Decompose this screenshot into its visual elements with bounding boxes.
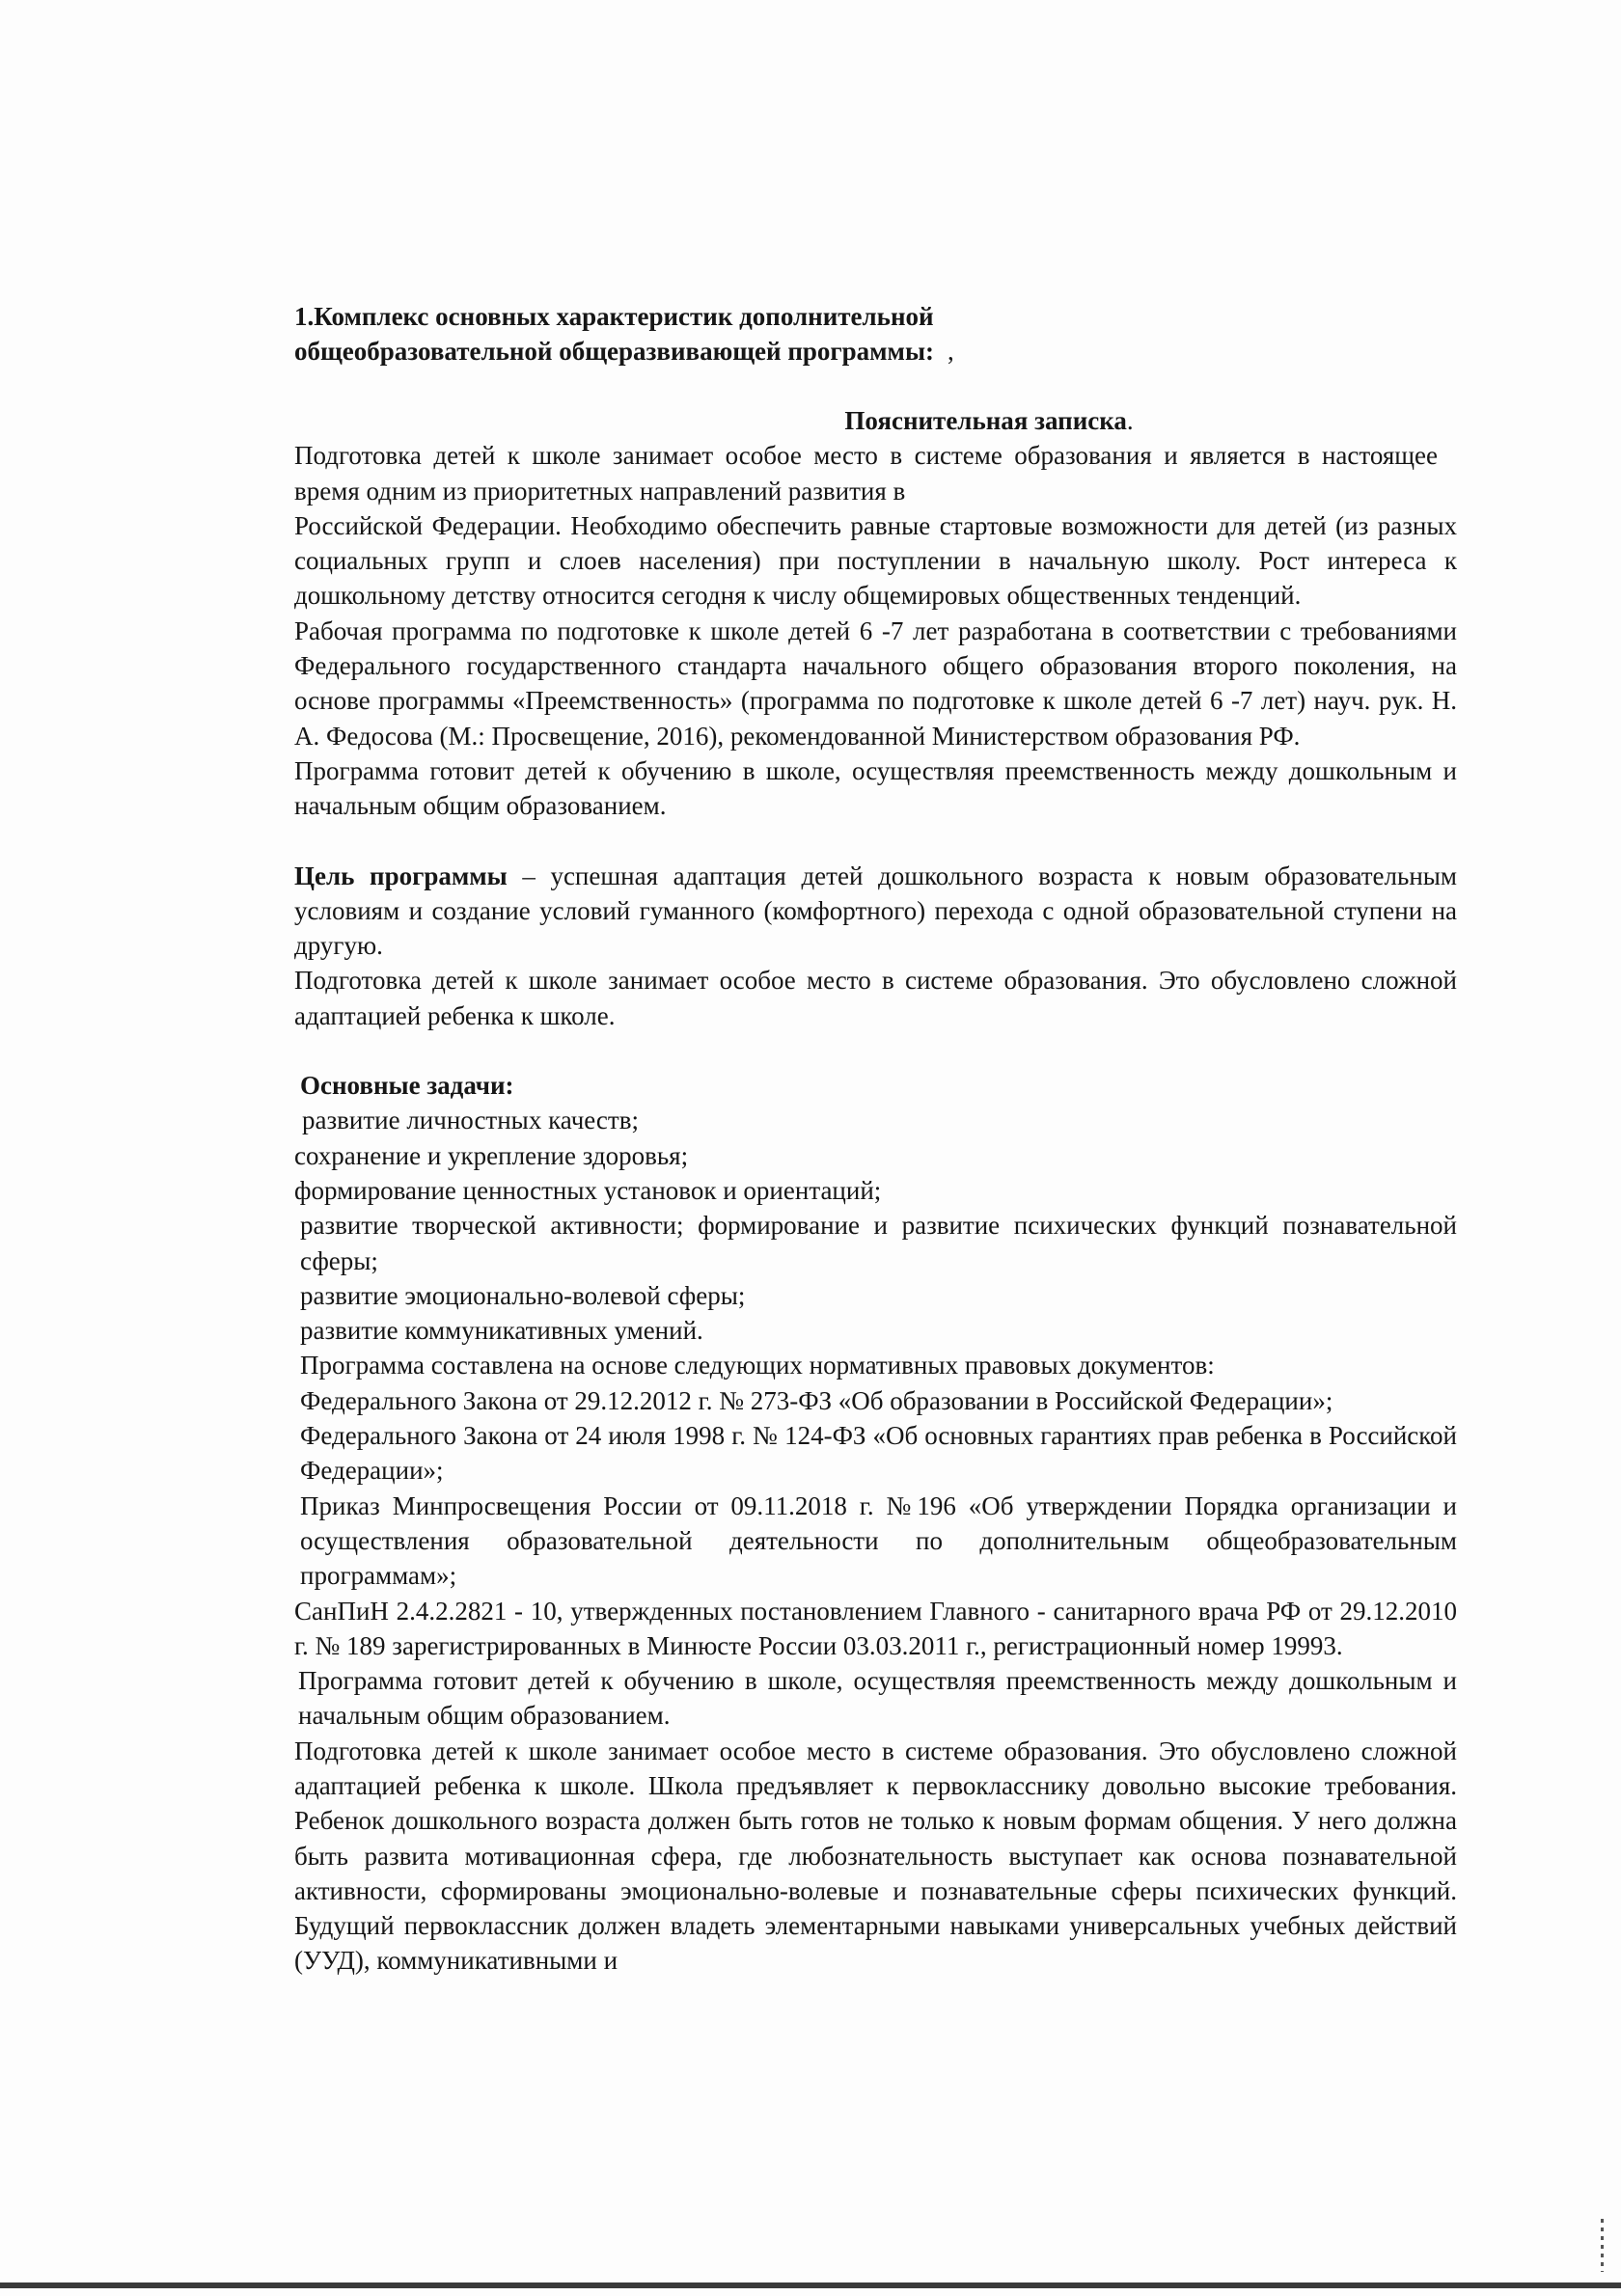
intro-paragraph-3: Рабочая программа по подготовке к школе детей 6 -7 лет разработана в соответствии с требованиями Федерального государственного стандарта начального общего образования второго поколения, на основе программы «Преемственность» (программа по подготовке к школе детей 6 -7 лет) науч. рук. Н. А. Федосова (М.: Просвещение, 2016), рекомендованной Министерством образования РФ. xyxy=(294,615,1457,751)
scan-bottom-edge xyxy=(0,2282,1621,2288)
list-item: развитие коммуникативных умений. xyxy=(300,1316,703,1346)
tasks-heading: Основные задачи: xyxy=(300,1071,514,1101)
spacer xyxy=(294,824,1457,859)
intro-paragraph-4: Программа готовит детей к обучению в школе, осуществляя преемственность между дошкольным и начальным общим образованием. xyxy=(294,755,1457,821)
section-heading xyxy=(294,299,1457,369)
heading-tick-mark: , xyxy=(948,337,954,366)
list-item: развитие творческой активности; формирование и развитие психических функций познавательной сферы; xyxy=(300,1211,1457,1275)
list-item: Федерального Закона от 29.12.2012 г. № 273-ФЗ «Об образовании в Российской Федерации»; xyxy=(300,1385,1333,1415)
intro-paragraph-1: Подготовка детей к школе занимает особое место в системе образования и является в настоящее время одним из приоритетных направлений развития в xyxy=(294,441,1438,506)
closing-paragraph-1: Программа готовит детей к обучению в школе, осуществляя преемственность между дошкольным и начальным общим образованием. xyxy=(298,1666,1457,1731)
list-item: СанПиН 2.4.2.2821 - 10, утвержденных постановлением Главного - санитарного врача РФ от 29.12.2010 г. № 189 зарегистрированных в Минюсте России 03.03.2011 г., регистрационный номер 19993. xyxy=(294,1596,1457,1660)
intro-paragraph-2: Российской Федерации. Необходимо обеспечить равные стартовые возможности для детей (из разных социальных групп и слоев населения) при поступлении в начальную школу. Рост интереса к дошкольному детству относится сегодня к числу общемировых общественных тенденций. xyxy=(294,510,1457,611)
goal-label: Цель программы xyxy=(294,861,508,890)
list-item: Приказ Минпросвещения России от 09.11.2018 г. №196 «Об утверждении Порядка организации и осуществления образовательной деятельности по дополнительным общеобразовательным программам»; xyxy=(300,1490,1457,1591)
document-body xyxy=(294,299,1457,1979)
goal-paragraph-2: Подготовка детей к школе занимает особое место в системе образования. Это обусловлено сложной адаптацией ребенка к школе. xyxy=(294,966,1457,1030)
closing-paragraph-2: Подготовка детей к школе занимает особое место в системе образования. Это обусловлено сложной адаптацией ребенка к школе. Школа предъявляет к первокласснику довольно высокие требования. Ребенок дошкольного возраста должен быть готов не только к новым формам общения. У него должна быть развита мотивационная сфера, где любознательность выступает как основа познавательной активности, сформированы эмоционально-волевые и познавательные сферы психических функций. Будущий первоклассник должен владеть элементарными навыками универсальных учебных действий (УУД), коммуникативными и xyxy=(294,1736,1457,1976)
explanatory-note-title-text: Пояснительная записка xyxy=(844,406,1127,435)
explanatory-note-title xyxy=(294,403,1457,438)
documents-intro: Программа составлена на основе следующих нормативных правовых документов: xyxy=(300,1351,1215,1380)
documents-list xyxy=(294,1383,1457,1663)
section-heading-line1: 1.Комплекс основных характеристик дополнительной xyxy=(294,302,934,331)
section-heading-line2: общеобразовательной общеразвивающей программы: xyxy=(294,337,935,366)
scan-margin-mark xyxy=(1601,2219,1604,2272)
spacer xyxy=(294,1033,1457,1068)
goal-paragraph xyxy=(294,859,1457,964)
tasks-list xyxy=(294,1103,1457,1348)
list-item: Федерального Закона от 24 июля 1998 г. № 124-ФЗ «Об основных гарантиях прав ребенка в Российской Федерации»; xyxy=(300,1421,1457,1486)
list-item: сохранение и укрепление здоровья; xyxy=(294,1140,689,1170)
list-item: развитие личностных качеств; xyxy=(302,1106,639,1135)
list-item: развитие эмоционально-волевой сферы; xyxy=(300,1280,746,1310)
list-item: формирование ценностных установок и ориентаций; xyxy=(294,1175,882,1205)
goal-text: – успешная адаптация детей дошкольного возраста к новым образовательным условиям и создание условий гуманного (комфортного) перехода с одной образовательной ступени на другую. xyxy=(294,861,1457,961)
explanatory-note-title-dot: . xyxy=(1126,406,1134,435)
